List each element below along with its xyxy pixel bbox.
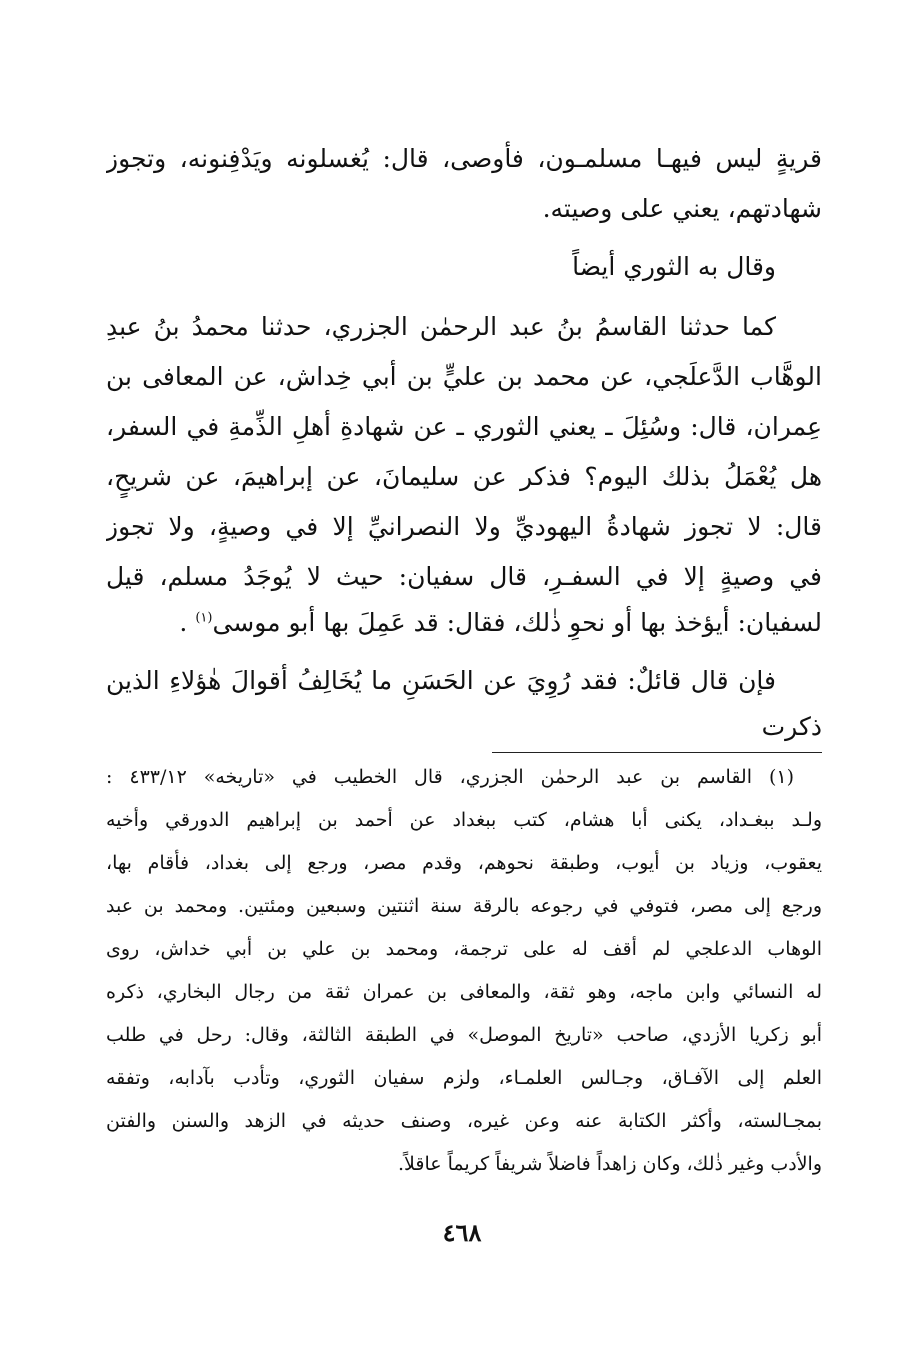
main-text-line: فإن قال قائلٌ: فقد رُوِيَ عن الحَسَنِ ما يُخَالِفُ أقوالَ هٰؤلاءِ الذين [106,666,776,695]
footnote-line: بمجـالسته، وأكثر الكتابة عنه وعن غيره، وصنف حديثه في الزهد والسنن والفتن [106,1110,822,1132]
footnote-line: يعقوب، وزياد بن أيوب، وطبقة نحوهم، وقدم مصر، ورجع إلى بغداد، فأقام بها، [106,852,822,874]
footnote-separator [492,752,822,753]
page-number: ٤٦٨ [442,1218,482,1247]
main-text-line: قال: لا تجوز شهادةُ اليهوديِّ ولا النصرانيِّ إلا في وصيةٍ، ولا تجوز [106,512,822,541]
main-text-line: وقال به الثوري أيضاً [572,252,776,281]
main-text-line: عِمران، قال: وسُئِلَ ـ يعني الثوري ـ عن شهادةِ أهلِ الذِّمةِ في السفر، [106,412,822,441]
main-text-line: ذكرت [761,712,822,741]
footnote-line: (١) القاسم بن عبد الرحمٰن الجزري، قال الخطيب في «تاريخه» ٤٣٣/١٢ : [106,766,794,788]
main-text-line: لسفيان: أيؤخذ بها أو نحوِ ذٰلك، فقال: قد عَمِلَ بها أبو موسى [212,608,822,637]
main-text-line: قريةٍ ليس فيهـا مسلمـون، فأوصى، قال: يُغسلونه ويَدْفِنونه، وتجوز [106,144,822,173]
footnote-line: العلم إلى الآفـاق، وجـالس العلمـاء، ولزم سفيان الثوري، وتأدب بآدابه، وتفقه [106,1067,822,1089]
main-text-line: كما حدثنا القاسمُ بنُ عبد الرحمٰن الجزري، حدثنا محمدُ بنُ عبدِ [106,312,776,341]
sentence-end: . [179,608,188,637]
main-text-line: الوهَّاب الدَّعلَجي، عن محمد بن عليٍّ بن أبي خِداش، عن المعافى بن [106,362,822,391]
footnote-line: له النسائي وابن ماجه، وهو ثقة، والمعافى بن عمران ثقة من رجال البخاري، ذكره [106,981,822,1003]
main-text-line: شهادتهم، يعني على وصيته. [542,194,822,223]
footnote-line: أبو زكريا الأزدي، صاحب «تاريخ الموصل» في الطبقة الثالثة، وقال: رحل في طلب [106,1024,822,1046]
footnote-reference: (١) [195,610,213,626]
main-text-line: في وصيةٍ إلا في السفـرِ، قال سفيان: حيث لا يُوجَدُ مسلم، قيل [106,562,822,591]
footnote-line: الوهاب الدعلجي لم أقف له على ترجمة، ومحمد بن علي بن أبي خداش، روى [106,938,822,960]
main-text-line-with-footnote-ref [106,604,822,644]
footnote-line: ولـد ببغـداد، يكنى أبا هشام، كتب ببغداد عن أحمد بن إبراهيم الدورقي وأخيه [106,809,822,831]
footnote-line: والأدب وغير ذٰلك، وكان زاهداً فاضلاً شريفاً كريماً عاقلاً. [398,1153,822,1175]
footnote-line: ورجع إلى مصر، فتوفي في رجوعه بالرقة سنة اثنتين وسبعين ومئتين. ومحمد بن عبد [106,895,822,917]
main-text-line: هل يُعْمَلُ بذلك اليوم؟ فذكر عن سليمانَ، عن إبراهيمَ، عن شريحٍ، [106,462,822,491]
